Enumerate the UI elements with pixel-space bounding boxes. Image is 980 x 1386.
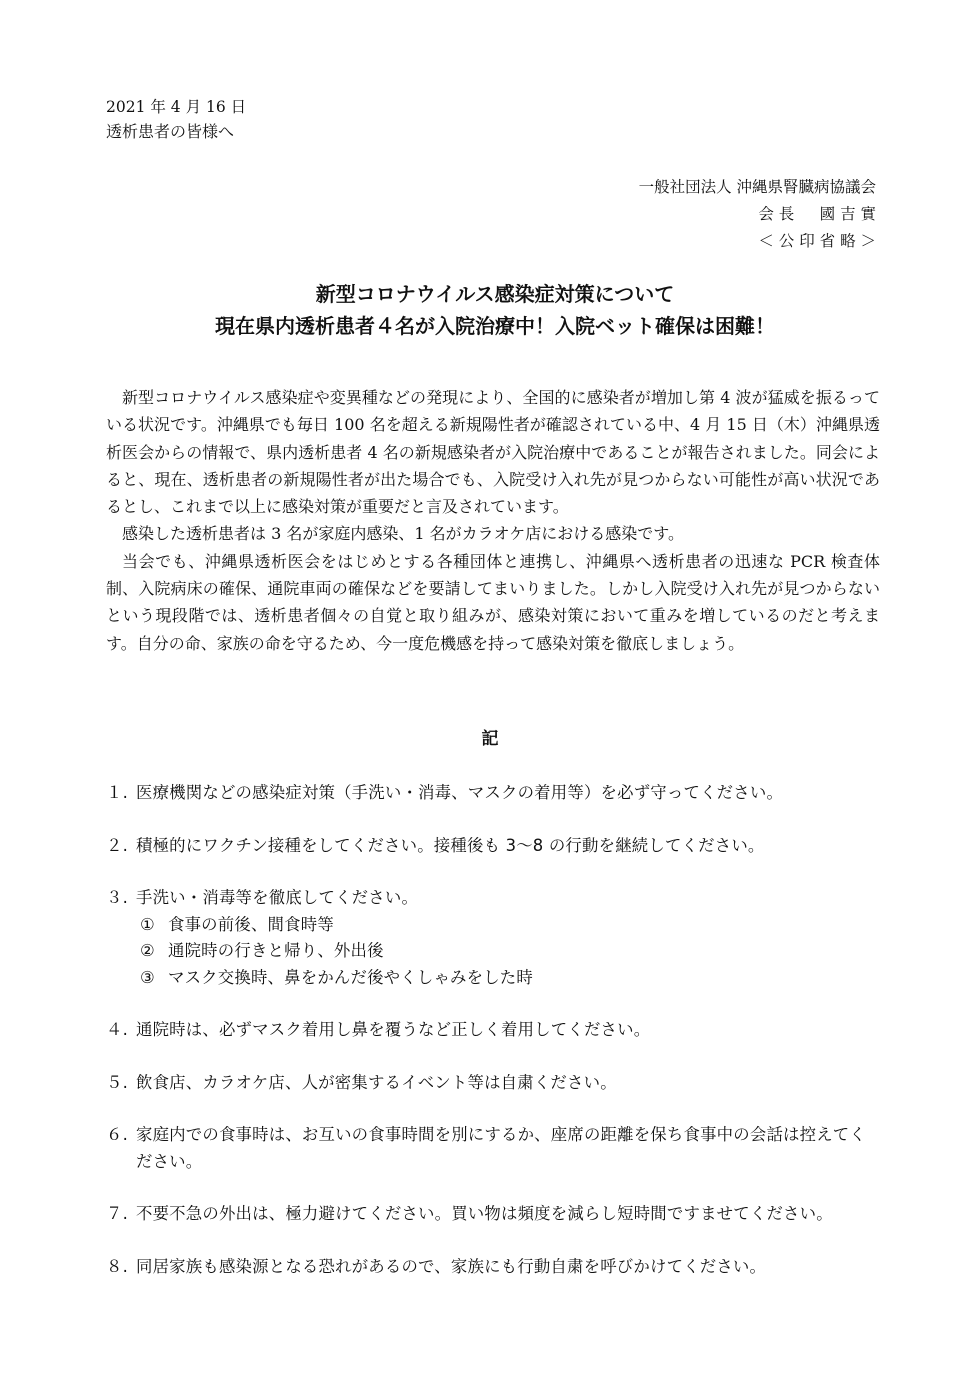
item-text: 同居家族も感染源となる恐れがあるので、家族にも行動自粛を呼びかけてください。 [136, 1256, 767, 1276]
sender-president: 会 長 國 吉 實 [758, 205, 876, 223]
item-text: 不要不急の外出は、極力避けてください。買い物は頻度を減らし短時間ですませてください。 [136, 1204, 833, 1223]
sub-item [140, 938, 882, 965]
sub-item-mark: ① [140, 914, 155, 934]
item-number: １. [106, 783, 129, 802]
body-paragraph-3: 当会でも、沖縄県透析医会をはじめとする各種団体と連携し、沖縄県へ透析患者の迅速な PCR 検査体制、入院病床の確保、通院車両の確保などを要請してまいりました。しかし入院受け入れ先が見つからないという現段階では、透析患者個々の自覚と取り組みが、感染対策において重みを増しているのだと考えます。自分の命、家族の命を守るため、今一度危機感を持って感染対策を徹底しましょう。 [106, 551, 880, 653]
document-title [0, 278, 980, 342]
sub-item-mark: ③ [140, 967, 155, 987]
item-text: 飲食店、カラオケ店、人が密集するイベント等は自粛ください。 [136, 1072, 617, 1092]
recipient-line: 透析患者の皆様へ [106, 122, 235, 141]
item-text: 積極的にワクチン接種をしてください。接種後も 3～8 の行動を継続してください。 [136, 835, 765, 855]
list-item [106, 780, 882, 807]
document-date: 2021 年 4 月 16 日 [106, 98, 247, 116]
title-line-1: 新型コロナウイルス感染症対策について [315, 282, 675, 306]
ki-heading: 記 [481, 729, 499, 749]
item-text: 通院時は、必ずマスク着用し鼻を覆うなど正しく着用してください。 [136, 1020, 651, 1039]
list-item [106, 1070, 882, 1097]
body-paragraph-2: 感染した透析患者は 3 名が家庭内感染、1 名がカラオケ店における感染です。 [122, 524, 685, 544]
item-number: ８. [106, 1256, 129, 1276]
sender-organization: 一般社団法人 沖縄県腎臓病協議会 [638, 178, 876, 196]
item-body [136, 885, 882, 991]
item-number: ５. [106, 1072, 129, 1092]
item-number: ２. [106, 835, 129, 855]
sub-item-text: 食事の前後、間食時等 [168, 914, 334, 934]
list-item [106, 1201, 882, 1228]
list-item [106, 833, 882, 860]
item-text: 医療機関などの感染症対策（手洗い・消毒、マスクの着用等）を必ず守ってください。 [136, 783, 784, 802]
sender-block [639, 174, 876, 255]
item-number: ４. [106, 1020, 129, 1039]
list-item [106, 885, 882, 991]
measures-list [106, 780, 882, 1306]
list-item [106, 1017, 882, 1044]
sub-item-mark: ② [140, 941, 155, 960]
sub-item [140, 912, 882, 939]
sub-item-text: 通院時の行きと帰り、外出後 [168, 941, 384, 960]
sub-item-text: マスク交換時、鼻をかんだ後やくしゃみをした時 [168, 967, 533, 987]
title-line-2: 現在県内透析患者４名が入院治療中！入院ベット確保は困難！ [215, 314, 775, 338]
item-number: ６. [106, 1125, 129, 1144]
body-text [106, 384, 880, 657]
seal-omitted-note: ＜ 公 印 省 略 ＞ [758, 232, 876, 250]
item-number: ７. [106, 1204, 129, 1223]
item-text: 家庭内での食事時は、お互いの食事時間を別にするか、座席の距離を保ち食事中の会話は控えてください。 [136, 1125, 866, 1171]
list-item [106, 1122, 882, 1175]
item-number: ３. [106, 888, 129, 907]
item-text: 手洗い・消毒等を徹底してください。 [136, 888, 419, 907]
sub-item [140, 965, 882, 992]
body-paragraph-1: 新型コロナウイルス感染症や変異種などの発現により、全国的に感染者が増加し第 4 波が猛威を振るっている状況です。沖縄県でも毎日 100 名を超える新規陽性者が確認されている中、4 月 15 日（木）沖縄県透析医会からの情報で、県内透析患者 4 名の新規感染者が入院治療中であることが報告されました。同会によると、現在、透析患者の新規陽性者が出た場合でも、入院受け入れ先が見つからない可能性が高い状況であるとし、これまで以上に感染対策が重要だと言及されています。 [106, 388, 880, 517]
list-item [106, 1254, 882, 1281]
